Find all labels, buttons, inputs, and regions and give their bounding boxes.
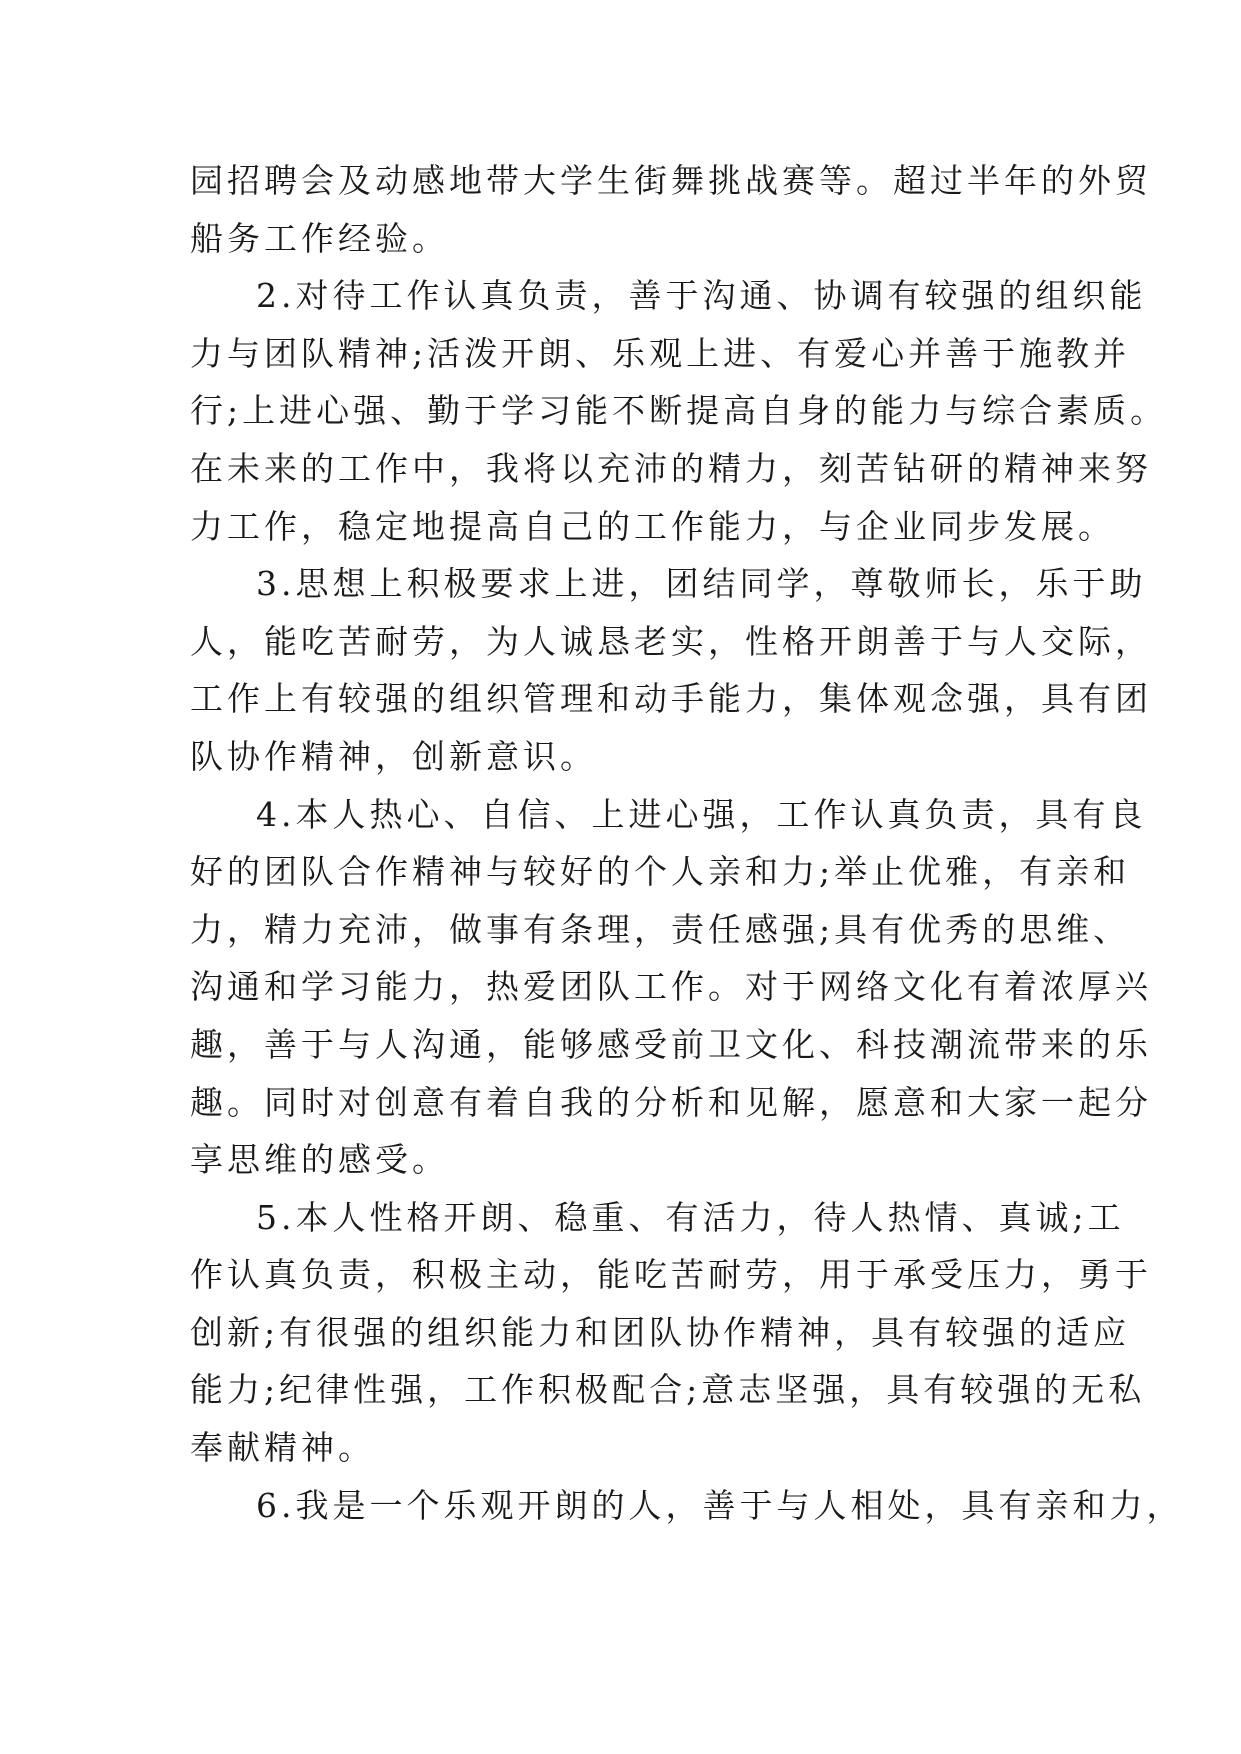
paragraph-6 [190, 1477, 1184, 1535]
text-line: 能力;纪律性强，工作积极配合;意志坚强，具有较强的无私 [190, 1370, 1146, 1410]
paragraph-3 [190, 555, 1152, 785]
text-line: 力工作，稳定地提高自己的工作能力，与企业同步发展。 [190, 506, 1115, 546]
text-line: 3.思想上积极要求上进，团结同学，尊敬师长，乐于助 [256, 564, 1147, 604]
text-line: 行;上进心强、勤于学习能不断提高自身的能力与综合素质。 [190, 391, 1168, 431]
text-line: 4.本人热心、自信、上进心强，工作认真负责，具有良 [256, 794, 1147, 834]
text-line: 园招聘会及动感地带大学生街舞挑战赛等。超过半年的外贸 [190, 161, 1152, 200]
text-line: 工作上有较强的组织管理和动手能力，集体观念强，具有团 [190, 679, 1152, 719]
text-line: 创新;有很强的组织能力和团队协作精神，具有较强的适应 [190, 1312, 1131, 1352]
text-line: 5.本人性格开朗、稳重、有活力，待人热情、真诚;工 [256, 1197, 1125, 1237]
paragraph-1-continued [190, 152, 1152, 267]
text-line: 人，能吃苦耐劳，为人诚恳老实，性格开朗善于与人交际， [190, 621, 1152, 661]
text-line: 趣。同时对创意有着自我的分析和见解，愿意和大家一起分 [190, 1082, 1152, 1122]
text-line: 作认真负责，积极主动，能吃苦耐劳，用于承受压力，勇于 [190, 1255, 1152, 1295]
document-body [190, 152, 1184, 1534]
text-line: 享思维的感受。 [190, 1140, 449, 1180]
text-line: 趣，善于与人沟通，能够感受前卫文化、科技潮流带来的乐 [190, 1024, 1152, 1064]
text-line: 队协作精神，创新意识。 [190, 736, 597, 776]
text-line: 力，精力充沛，做事有条理，责任感强;具有优秀的思维、 [190, 909, 1131, 949]
text-line: 好的团队合作精神与较好的个人亲和力;举止优雅，有亲和 [190, 852, 1131, 892]
text-line: 6.我是一个乐观开朗的人，善于与人相处，具有亲和力， [256, 1485, 1184, 1525]
text-line: 在未来的工作中，我将以充沛的精力，刻苦钻研的精神来努 [190, 448, 1152, 488]
paragraph-4 [190, 786, 1152, 1189]
text-line: 沟通和学习能力，热爱团队工作。对于网络文化有着浓厚兴 [190, 967, 1152, 1007]
paragraph-5 [190, 1189, 1152, 1477]
text-line: 力与团队精神;活泼开朗、乐观上进、有爱心并善于施教并 [190, 333, 1131, 373]
text-line: 2.对待工作认真负责，善于沟通、协调有较强的组织能 [256, 276, 1147, 316]
text-line: 奉献精神。 [190, 1428, 375, 1468]
text-line: 船务工作经验。 [190, 218, 449, 258]
paragraph-2 [190, 267, 1168, 555]
